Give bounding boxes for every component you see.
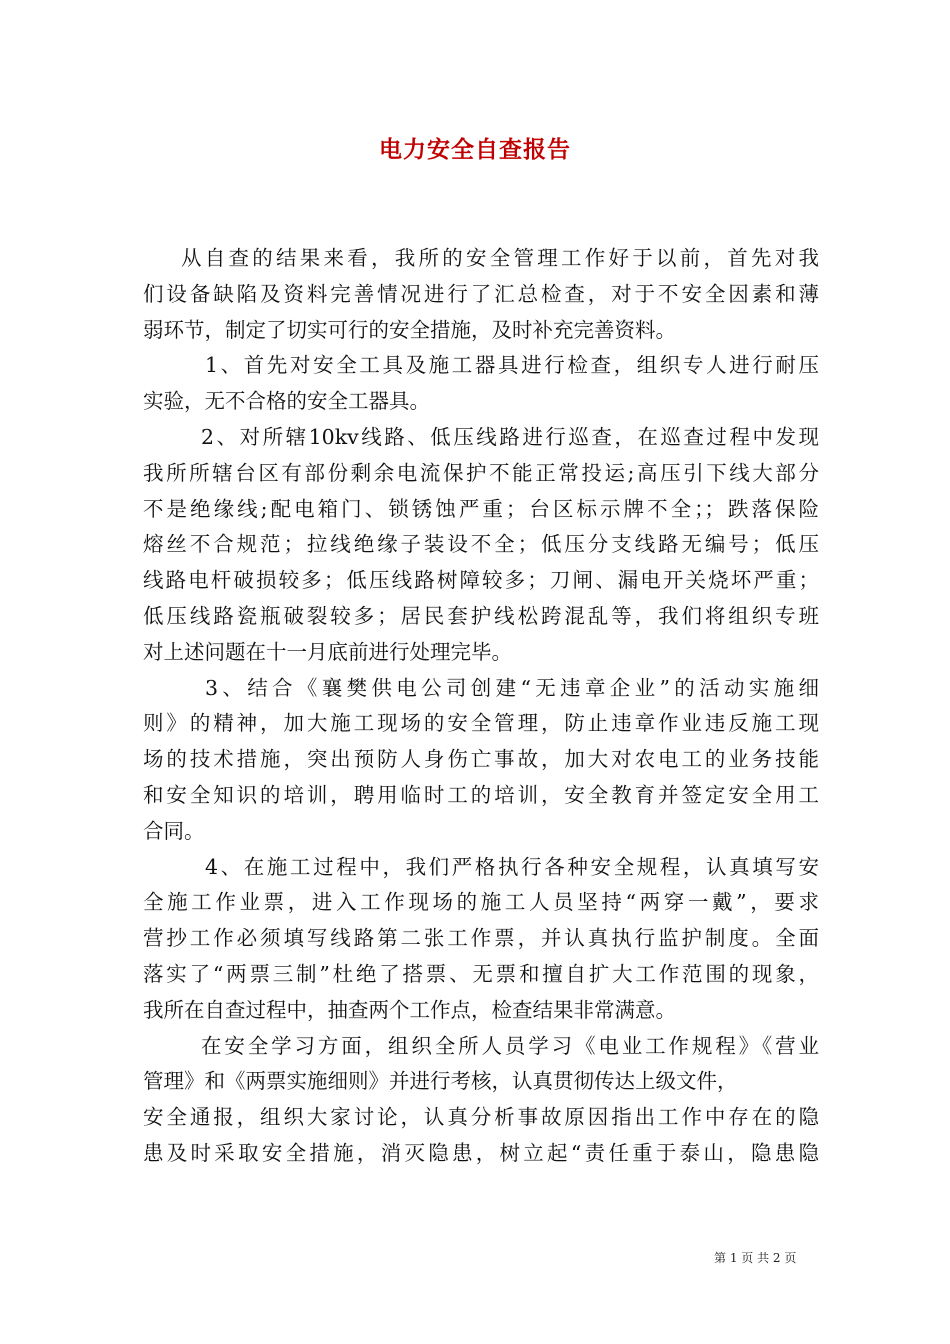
text-line: 4、在施工过程中，我们严格执行各种安全规程，认真填写安 (205, 854, 819, 879)
text-line: 在安全学习方面，组织全所人员学习《电业工作规程》《营业 (201, 1033, 819, 1058)
text-line: 和安全知识的培训，聘用临时工的培训，安全教育并签定安全用工 (143, 782, 819, 807)
text-line: 管理》和《两票实施细则》并进行考核，认真贯彻传达上级文件， (143, 1069, 738, 1094)
text-line: 们设备缺陷及资料完善情况进行了汇总检查，对于不安全因素和薄 (143, 281, 819, 306)
text-line: 对上述问题在十一月底前进行处理完毕。 (143, 639, 512, 664)
text-line: 合同。 (143, 818, 205, 843)
text-line: 我所所辖台区有部份剩余电流保护不能正常投运;高压引下线大部分 (143, 460, 819, 485)
text-line: 弱环节，制定了切实可行的安全措施，及时补充完善资料。 (143, 317, 676, 342)
text-line: 熔丝不合规范；拉线绝缘子装设不全；低压分支线路无编号；低压 (143, 532, 819, 557)
text-line: 2、对所辖10kv线路、低压线路进行巡查，在巡查过程中发现 (201, 424, 819, 449)
text-line: 营抄工作必须填写线路第二张工作票，并认真执行监护制度。全面 (143, 926, 819, 951)
text-line: 线路电杆破损较多；低压线路树障较多；刀闸、漏电开关烧坏严重； (143, 568, 819, 593)
text-line: 则》的精神，加大施工现场的安全管理，防止违章作业违反施工现 (143, 711, 819, 736)
text-line: 从自查的结果来看，我所的安全管理工作好于以前，首先对我 (181, 246, 819, 270)
text-line: 我所在自查过程中，抽查两个工作点，检查结果非常满意。 (143, 997, 676, 1022)
text-line: 患及时采取安全措施，消灭隐患，树立起“责任重于泰山，隐患隐 (143, 1140, 819, 1165)
text-line: 落实了“两票三制”杜绝了搭票、无票和擅自扩大工作范围的现象， (143, 961, 819, 986)
page-title: 电力安全自查报告 (379, 136, 571, 163)
text-line: 场的技术措施，突出预防人身伤亡事故，加大对农电工的业务技能 (143, 747, 819, 772)
text-line: 实验，无不合格的安全工器具。 (143, 389, 430, 414)
text-line: 不是绝缘线;配电箱门、锁锈蚀严重；台区标示牌不全；；跌落保险 (143, 496, 819, 521)
text-line: 全施工作业票，进入工作现场的施工人员坚持“两穿一戴”，要求 (143, 890, 819, 915)
page-number: 第 1 页 共 2 页 (714, 1251, 797, 1265)
text-line: 3、结合《襄樊供电公司创建“无违章企业”的活动实施细 (205, 675, 819, 700)
text-line: 安全通报，组织大家讨论，认真分析事故原因指出工作中存在的隐 (143, 1105, 819, 1130)
document-body (143, 241, 819, 1172)
text-line: 低压线路瓷瓶破裂较多；居民套护线松跨混乱等，我们将组织专班 (143, 603, 819, 628)
text-line: 1、首先对安全工具及施工器具进行检查，组织专人进行耐压 (205, 353, 819, 378)
